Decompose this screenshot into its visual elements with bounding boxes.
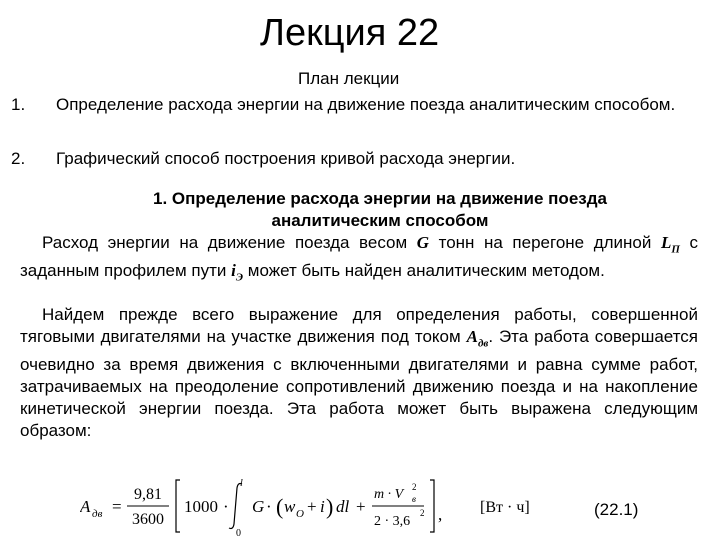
formula-w: w <box>284 497 296 516</box>
para2-text-1: Найдем прежде всего выражение для определения работы, совершенной тяговыми двигателями на участке движения под током <box>20 305 698 346</box>
frac2-numerator-sub: в <box>412 494 416 504</box>
symbol-i: $i_Э$ <box>231 261 244 284</box>
formula-equals: = <box>112 497 122 516</box>
slide-title: Лекция 22 <box>260 12 440 54</box>
left-bracket <box>176 480 180 532</box>
formula-lhs: A <box>80 497 91 516</box>
formula-lhs-sub: дв <box>92 508 103 520</box>
formula-i: i <box>320 497 325 516</box>
right-paren: ) <box>326 494 334 519</box>
formula-G: G <box>252 497 265 516</box>
symbol-L: $L_П$ <box>660 233 680 256</box>
equation-number: (22.1) <box>594 500 639 519</box>
formula-denominator: 3600 <box>132 511 164 528</box>
paragraph-1 <box>20 232 698 289</box>
left-paren: ( <box>276 494 284 519</box>
para1-text-4: может быть найден аналитическим методом. <box>243 261 605 281</box>
frac2-denominator-sup: 2 <box>420 508 425 518</box>
integral-upper-limit: l <box>240 478 243 489</box>
formula-plus: + <box>307 497 317 516</box>
section-heading-line2: аналитическим способом <box>271 211 489 230</box>
para1-text-2: тонн на перегоне длиной <box>429 233 661 252</box>
para1-text-3: с заданным профилем пути <box>20 233 698 281</box>
right-bracket <box>430 480 434 532</box>
frac2-numerator: m · V <box>374 487 404 502</box>
formula-dot: · <box>223 497 229 516</box>
formula-w-sub: O <box>296 508 304 520</box>
section-heading-line1: 1. Определение расхода энергии на движение поезда <box>153 189 607 208</box>
energy-formula <box>80 476 560 536</box>
integral-sign <box>229 484 242 529</box>
frac2-numerator-sup: 2 <box>412 482 417 492</box>
plan-title: План лекции <box>298 69 400 88</box>
para2-text-2: . Эта работа совершается очевидно за время движения с включенными двигателями и равна сумме работ, затрачиваемых на преодоление сопротивлений движению поезда и на накопление кинетической энергии поезда. Эта работа может быть выражена следующим образом: <box>20 327 698 441</box>
section-heading <box>60 188 700 232</box>
para1-text-1: Расход энергии на движение поезда весом <box>42 233 417 252</box>
formula-numerator: 9,81 <box>134 486 162 503</box>
formula-plus-2: + <box>356 497 366 516</box>
symbol-A: $A_{дв}$ <box>466 327 489 350</box>
symbol-G: G <box>416 233 430 252</box>
plan-item-text: Определение расхода энергии на движение поезда аналитическим способом. <box>56 95 676 114</box>
formula-comma: , <box>438 505 443 524</box>
formula-dl: dl <box>336 497 350 516</box>
integral-lower-limit: 0 <box>236 528 241 536</box>
plan-item-number: 2. <box>11 149 26 168</box>
frac2-denominator: 2 · 3,6 <box>374 514 411 529</box>
plan-item-number: 1. <box>11 95 26 114</box>
paragraph-2 <box>20 304 698 442</box>
formula-dot-2: · <box>266 497 272 516</box>
plan-item-text: Графический способ построения кривой расхода энергии. <box>56 149 516 168</box>
formula-1000: 1000 <box>184 497 218 516</box>
formula-units: [Вт · ч] <box>480 499 530 516</box>
